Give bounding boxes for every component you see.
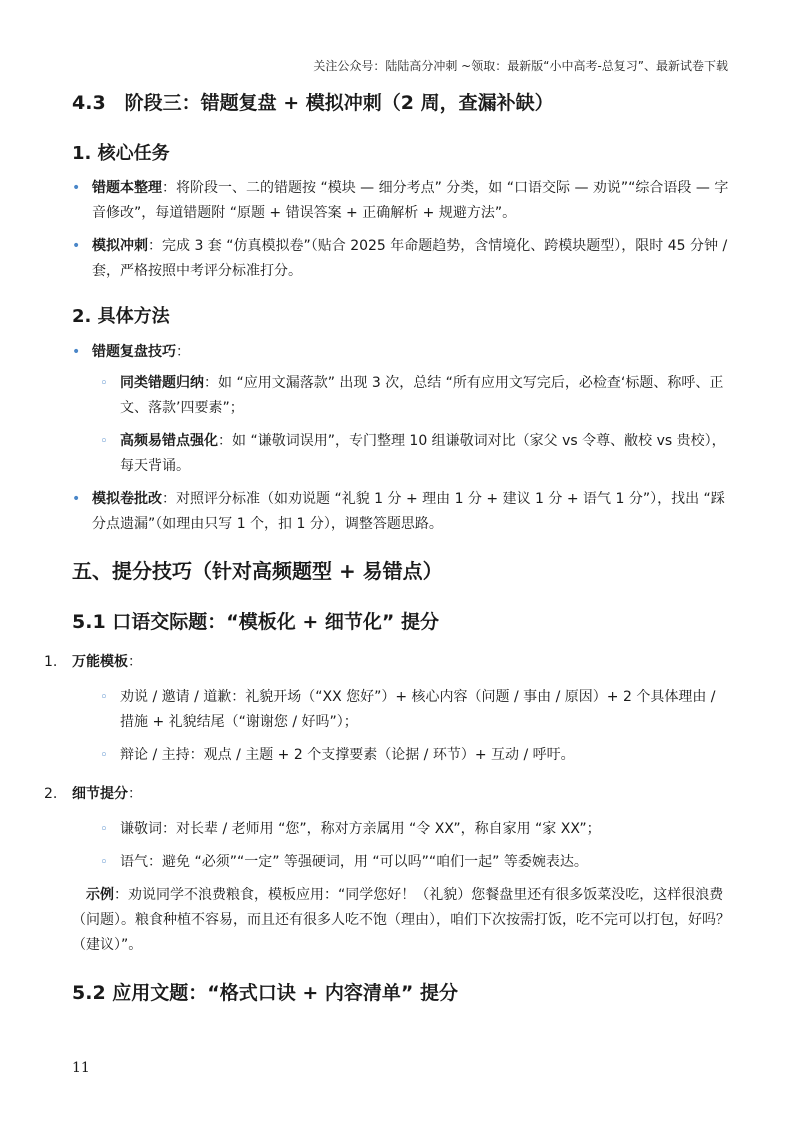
- sub-bullet-debate-template: ◦ 辩论 / 主持：观点 / 主题 + 2 个支撑要素（论据 / 环节）+ 互动 / 呼吁。: [72, 743, 732, 768]
- numbered-bold-label: 万能模板: [72, 653, 128, 670]
- sub-bullet-similar-mistakes: [72, 371, 732, 421]
- example-bold-label: 示例: [86, 886, 114, 903]
- bullet-bold-label: 错题复盘技巧: [92, 343, 176, 360]
- sub-bullet-honorifics: ◦ 谦敬词：对长辈 / 老师用 “您”，称对方亲属用 “令 XX”，称自家用 “家 XX”；: [72, 817, 732, 842]
- bullet-text: ：将阶段一、二的错题按 “模块 — 细分考点” 分类，如 “口语交际 — 劝说”“综合语段 — 字音修改”，每道错题附 “原题 + 错误答案 + 正确解析 + 规避方法”。: [92, 180, 729, 222]
- bullet-bold-label: 模拟冲刺: [92, 238, 148, 255]
- bullet-mock-sprint: [72, 234, 732, 284]
- methods-heading: 2. 具体方法: [72, 306, 170, 328]
- list-number: 1.: [44, 653, 58, 670]
- sub-bullet-frequent-errors: [72, 429, 732, 479]
- numbered-item-template: [44, 650, 732, 675]
- section-4-3-title: 4.3 阶段三：错题复盘 + 模拟冲刺（2 周，查漏补缺）: [72, 92, 554, 114]
- sub-bullet-bold-label: 高频易错点强化: [120, 432, 218, 449]
- numbered-bold-label: 细节提分: [72, 785, 128, 802]
- list-number: 2.: [44, 785, 58, 802]
- bullet-bold-label: 模拟卷批改: [92, 490, 162, 507]
- sub-bullet-persuade-template: ◦ 劝说 / 邀请 / 道歉：礼貌开场（“XX 您好”）+ 核心内容（问题 / 事由 / 原因）+ 2 个具体理由 / 措施 + 礼貌结尾（“谢谢您 / 好吗”）；: [72, 685, 732, 735]
- bullet-bold-label: 错题本整理: [92, 180, 162, 197]
- bullet-text: ：对照评分标准（如劝说题 “礼貌 1 分 + 理由 1 分 + 建议 1 分 + 语气 1 分”），找出 “踩分点遗漏”（如理由只写 1 个，扣 1 分），调整答题思路。: [92, 490, 725, 532]
- sub-bullet-bold-label: 同类错题归纳: [120, 374, 204, 391]
- section-5-1-title: 5.1 口语交际题：“模板化 + 细节化” 提分: [72, 610, 440, 633]
- sub-bullet-text: ：如 “谦敬词误用”，专门整理 10 组谦敬词对比（家父 vs 令尊、敝校 vs 贵校），每天背诵。: [120, 432, 726, 474]
- numbered-item-details: [44, 782, 732, 807]
- bullet-review-skills: [72, 340, 732, 365]
- numbered-text: ：: [128, 785, 142, 802]
- example-text: ：劝说同学不浪费粮食，模板应用：“同学您好！（礼貌）您餐盘里还有很多饭菜没吃，这样很浪费（问题）。粮食种植不容易，而且还有很多人吃不饱（理由），咱们下次按需打饭，吃不完可以打包，好吗？（建议）”。: [72, 886, 730, 953]
- page-number: 11: [72, 1060, 90, 1076]
- numbered-text: ：: [128, 653, 142, 670]
- sub-bullet-text: ：如 “应用文漏落款” 出现 3 次，总结 “所有应用文写完后，必检查‘标题、称呼、正文、落款’四要素”；: [120, 374, 724, 416]
- section-5-2-title: 5.2 应用文题：“格式口诀 + 内容清单” 提分: [72, 981, 459, 1004]
- core-tasks-heading: 1. 核心任务: [72, 142, 170, 164]
- document-content: [44, 92, 732, 1005]
- bullet-mistake-notebook: [72, 176, 732, 226]
- example-paragraph: [72, 883, 732, 958]
- header-promo-note: 关注公众号：陆陆高分冲刺 ~领取：最新版“小中高考-总复习”、最新试卷下载: [313, 59, 728, 73]
- bullet-mock-grading: [72, 487, 732, 537]
- bullet-text: ：完成 3 套 “仿真模拟卷”（贴合 2025 年命题趋势，含情境化、跨模块题型），限时 45 分钟 / 套，严格按照中考评分标准打分。: [92, 238, 728, 280]
- bullet-text: ：: [176, 343, 190, 360]
- sub-bullet-tone: ◦ 语气：避免 “必须”“一定” 等强硬词，用 “可以吗”“咱们一起” 等委婉表达。: [72, 850, 732, 875]
- section-5-title: 五、提分技巧（针对高频题型 + 易错点）: [72, 558, 443, 583]
